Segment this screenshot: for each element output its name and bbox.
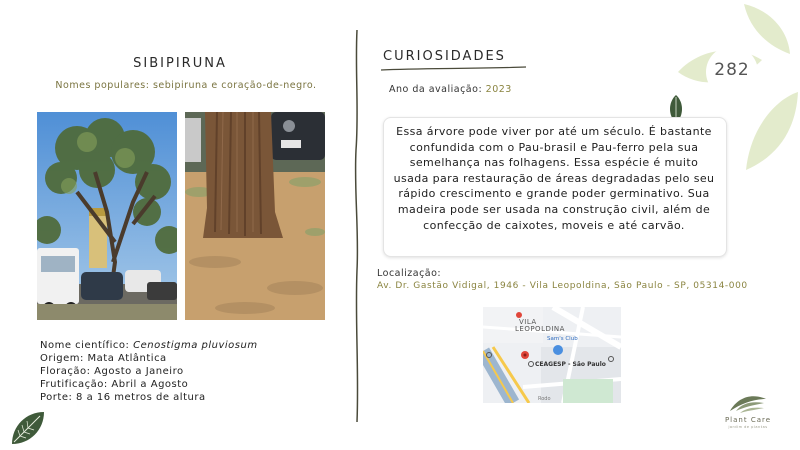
leaf-icon — [746, 92, 798, 170]
brand-tagline: jardim de plantas — [728, 425, 768, 429]
evaluation-year: 2023 — [485, 84, 512, 95]
size: Porte: 8 a 16 metros de altura — [40, 392, 206, 403]
title-underline — [381, 66, 531, 72]
trunk-photo — [185, 112, 325, 320]
leaf-icon — [744, 4, 790, 54]
origin: Origem: Mata Atlântica — [40, 353, 167, 364]
scientific-name-row — [40, 339, 258, 352]
evaluation-year-row — [389, 84, 512, 95]
plant-facts — [40, 339, 258, 404]
brand-logo-icon — [728, 393, 768, 415]
scientific-label: Nome científico: — [40, 340, 134, 351]
year-label: Ano da avaliação: — [389, 84, 486, 95]
map-store-label: Sam's Club — [547, 336, 578, 342]
map-district-line1: VILA — [519, 318, 537, 326]
curiosities-title: CURIOSIDADES — [383, 49, 506, 64]
plant-title: SIBIPIRUNA — [133, 56, 227, 71]
map-pin-label: CEAGESP - São Paulo — [535, 361, 606, 368]
brand-name: Plant Care — [724, 416, 772, 424]
scientific-name: Cenostigma pluviosum — [133, 340, 258, 351]
badge-number: 282 — [714, 60, 750, 80]
location-address: Av. Dr. Gastão Vidigal, 1946 - Vila Leopoldina, São Paulo - SP, 05314-000 — [377, 281, 748, 291]
popular-names: Nomes populares: sebipiruna e coração-de-negro. — [55, 80, 317, 91]
curiosities-text: Essa árvore pode viver por até um século. É bastante confundida com o Pau-brasil e Pau-ferro pela sua semelhança nas folhagens. Essa espécie é muito usada para restauração de áreas degradadas pelo seu rápido crescimento e grande poder germinativo. Sua madeira pode ser usada na construção civil, além de confecção de caixotes, moveis e até carvão. — [393, 125, 715, 232]
flowering: Floração: Agosto a Janeiro — [40, 366, 184, 377]
map-district-line2: LEOPOLDINA — [515, 325, 565, 333]
leaf-icon — [8, 408, 48, 448]
fruiting: Frutificação: Abril a Agosto — [40, 379, 189, 390]
divider — [352, 30, 362, 422]
tree-photo — [37, 112, 177, 320]
map-road-label: Rodo — [538, 396, 551, 402]
location-map[interactable] — [483, 307, 621, 403]
shopping-icon — [553, 345, 563, 355]
location-label: Localização: — [377, 268, 442, 279]
